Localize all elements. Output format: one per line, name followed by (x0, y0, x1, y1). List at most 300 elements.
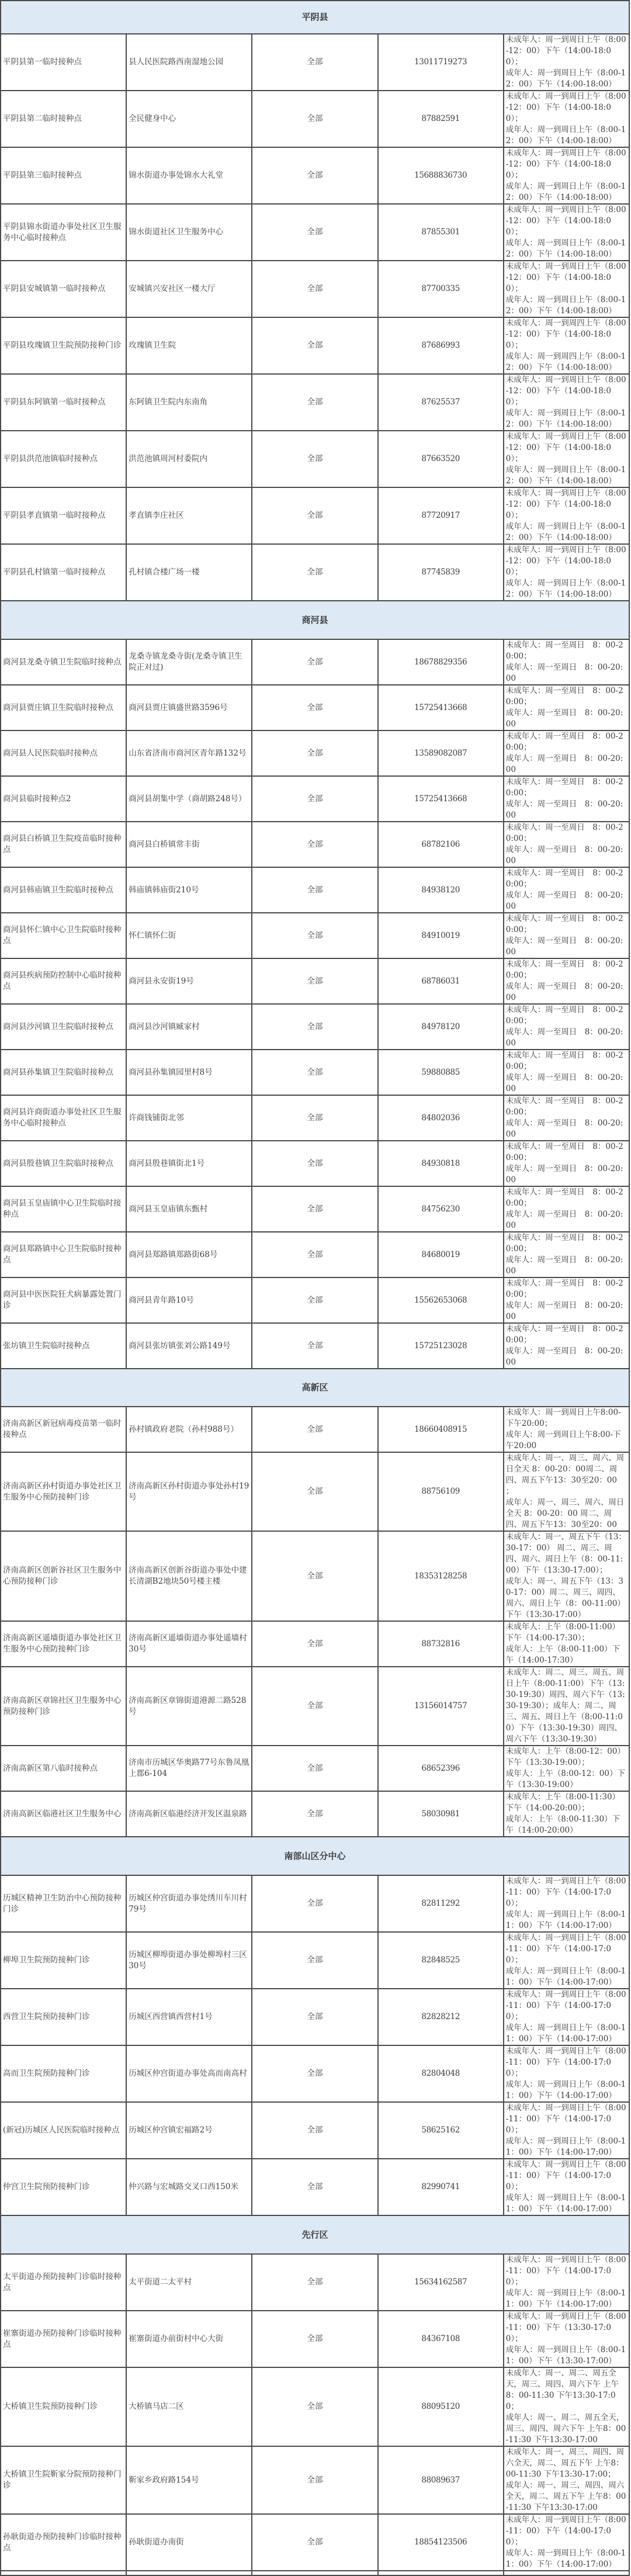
site-name: 商河县孙集镇卫生院临时接种点 (1, 1050, 126, 1095)
section-title: 先行区 (1, 2215, 629, 2254)
site-scope: 全部 (252, 2311, 377, 2367)
table-row (1, 1932, 629, 1989)
site-scope: 全部 (252, 639, 377, 685)
site-address: 锦水街道社区卫生服务中心 (126, 204, 252, 261)
site-phone: 84680019 (378, 1232, 504, 1277)
table-row (1, 1621, 629, 1667)
site-address: 县人民医院路西南湿地公园 (126, 34, 252, 91)
site-hours (504, 1095, 629, 1141)
hours-minors: 未成年人：上午（8:00-12：00）下午（13:30-19:00）； (505, 1747, 625, 1767)
hours-minors: 未成年人：周一到周日上午（8:00-12：00）下午（14:00-18:00）； (505, 375, 626, 407)
section-title: 南部山区分中心 (1, 1837, 629, 1875)
site-address: 商河县殷巷镇街北1号 (126, 1141, 252, 1186)
hours-adults: 成年人：周一到周日上午（8:00-12：00）下午（14:00-18:00） (505, 238, 626, 259)
hours-adults: 成年人：周一至周日 8：00-20:00 (505, 799, 623, 820)
site-address: 孙耿街道办南街 (126, 2514, 252, 2571)
site-name: 柳埠卫生院预防接种门诊 (1, 1932, 126, 1989)
site-address: 崔寨街道办前街村中心大街 (126, 2311, 252, 2367)
hours-minors: 未成年人：周一到周日上午（8:00-12：00）下午（14:00-18:00）； (505, 545, 626, 577)
site-address: 历城区仲宫街道办事处高而南高村 (126, 2045, 252, 2102)
hours-adults: 成年人：周一到周日上午（8:00-11：00）下午（14:00-17:00） (505, 2193, 626, 2214)
site-address: 历城区仲宫街道办事处绣川车川村79号 (126, 1875, 252, 1932)
hours-minors: 未成年人：周一至周日 8：00-20:00； (505, 686, 623, 707)
table-row (1, 2045, 629, 2102)
site-address: 太平街道二太平村 (126, 2254, 252, 2311)
site-scope: 全部 (252, 2159, 377, 2215)
section-title: 商河县 (1, 601, 629, 639)
site-scope: 全部 (252, 2446, 377, 2514)
site-address: 商河县白桥镇常丰街 (126, 822, 252, 867)
site-address: 济南市历城区华奥路77号东鲁凤凰上郡6-104 (126, 1746, 252, 1791)
section-title: 平阴县 (1, 1, 629, 34)
site-hours (504, 147, 629, 204)
site-scope: 全部 (252, 1746, 377, 1791)
hours-adults: 成年人：周一到周日上午（8:00-12：00）下午（14:00-18:00） (505, 465, 626, 486)
site-phone: 58030981 (378, 1791, 504, 1837)
hours-adults: 成年人：周一到周日上午（8:00-11：00）下午（14:00-17:00） (505, 1910, 626, 1930)
hours-minors: 未成年人：上午（8:00-11:00）下午（14:00-17:30）； (505, 1622, 620, 1643)
site-phone: 84367108 (378, 2311, 504, 2367)
table-row-partial (1, 2571, 629, 2575)
site-name: 济南高新区创新谷社区卫生服务中心预防接种门诊 (1, 1531, 126, 1621)
hours-minors: 未成年人：周一到周日上午（8:00-11：00）下午（14:00-17:00）； (505, 2160, 626, 2191)
site-address: 商河县胡集中学（商胡路248号） (126, 776, 252, 822)
hours-adults: 成年人：周一至周日 8：00-20:00 (505, 1164, 623, 1185)
site-address: 仲兴路与宏城路交叉口西150米 (126, 2159, 252, 2215)
site-phone: 82828212 (378, 1989, 504, 2045)
site-address: 锦水街道办事处锦水大礼堂 (126, 147, 252, 204)
site-hours (504, 1621, 629, 1667)
hours-adults: 成年人：周一至周日 8：00-20:00 (505, 708, 623, 729)
site-phone: 18353128258 (378, 1531, 504, 1621)
site-name: 平阴县东阿镇第一临时接种点 (1, 374, 126, 431)
table-row (1, 2102, 629, 2159)
site-phone: 84978120 (378, 1004, 504, 1050)
site-hours (504, 1186, 629, 1232)
site-scope: 全部 (252, 1621, 377, 1667)
site-scope: 全部 (252, 730, 377, 776)
site-phone: 68782106 (378, 822, 504, 867)
site-name: 孙耿街道办预防接种门诊临时接种点 (1, 2514, 126, 2571)
site-name: 商河县郑路镇中心卫生院临时接种点 (1, 1232, 126, 1277)
site-hours (504, 1141, 629, 1186)
site-scope: 全部 (252, 2514, 377, 2571)
hours-adults: 成年人：周一、周二、周五全天，周三、周四、周六下午 上午8：00-11:30 下午13:30-17:00 (505, 2413, 626, 2445)
table-row (1, 1186, 629, 1232)
hours-adults: 成年人：上午（8:00-11:00）下午（14:00-17:30） (505, 1644, 620, 1665)
site-scope: 全部 (252, 1531, 377, 1621)
site-phone: 88756109 (378, 1452, 504, 1531)
table-row (1, 730, 629, 776)
site-hours (504, 776, 629, 822)
site-address: 商河县玉皇庙镇东甄村 (126, 1186, 252, 1232)
hours-adults: 成年人：上午（8:00-12：00）下午（13:30-19:00） (505, 1769, 625, 1789)
site-hours (504, 91, 629, 147)
site-phone: 87882591 (378, 91, 504, 147)
site-hours (504, 544, 629, 601)
site-phone: 15562653068 (378, 1277, 504, 1323)
site-name: 商河县殷巷镇卫生院临时接种点 (1, 1141, 126, 1186)
site-name: 商河县白桥镇卫生院疫苗临时接种点 (1, 822, 126, 867)
site-scope: 全部 (252, 2367, 377, 2446)
site-hours (504, 34, 629, 91)
site-hours (504, 913, 629, 958)
site-hours (504, 1531, 629, 1621)
site-phone: 15634162587 (378, 2254, 504, 2311)
empty-cell (252, 2571, 377, 2575)
hours-minors: 未成年人：周一到周日上午（8:00-12：00）下午（14:00-18:00）； (505, 205, 626, 237)
site-scope: 全部 (252, 261, 377, 317)
site-phone: 87663520 (378, 431, 504, 487)
table-row (1, 685, 629, 730)
section-header (1, 601, 629, 639)
hours-adults: 成年人：周一至周日 8：00-20:00 (505, 845, 623, 865)
site-name: 商河县临时接种点2 (1, 776, 126, 822)
hours-minors: 未成年人：周一到周日上午（8:00-11：00）下午（14:00-17:00）； (505, 1933, 626, 1965)
hours-adults: 成年人：周一至周日 8：00-20:00 (505, 1255, 623, 1276)
hours-minors: 未成年人：周一至周日 8：00-20:00； (505, 823, 623, 843)
site-hours (504, 1407, 629, 1452)
hours-minors: 未成年人：周一到周日上午8:00-下午20:00； (505, 1408, 621, 1428)
site-scope: 全部 (252, 91, 377, 147)
site-name: 平阴县锦水街道办事处社区卫生服务中心临时接种点 (1, 204, 126, 261)
hours-minors: 未成年人：周一至周日 8：00-20:00； (505, 1005, 623, 1026)
site-name: 平阴县洪范池镇临时接种点 (1, 431, 126, 487)
site-address: 山东省济南市商河区青年路132号 (126, 730, 252, 776)
site-address: 商河县贾庄镇盛世路3596号 (126, 685, 252, 730)
site-hours (504, 2311, 629, 2367)
table-row (1, 776, 629, 822)
site-address: 历城区西营镇西营村1号 (126, 1989, 252, 2045)
site-scope: 全部 (252, 1186, 377, 1232)
site-phone: 15725123028 (378, 1323, 504, 1369)
site-scope: 全部 (252, 1141, 377, 1186)
hours-adults: 成年人：周一到周日上午（8:00-11：00）下午（14:00-17:00） (505, 2549, 626, 2569)
hours-adults: 成年人：周一到周日上午（8:00-12：00）下午（14:00-18:00） (505, 68, 626, 89)
site-hours (504, 1932, 629, 1989)
site-phone: 88095120 (378, 2367, 504, 2446)
hours-adults: 成年人：周一至周日 8：00-20:00 (505, 891, 623, 911)
site-name: 平阴县玫瑰镇卫生院预防接种门诊 (1, 317, 126, 374)
site-address: 济南高新区创新谷街道办事处中建长清湖B2地块50号楼主楼 (126, 1531, 252, 1621)
hours-adults: 成年人：周一到周日上午（8:00-11：00）下午（14:00-17:00） (505, 2137, 626, 2157)
hours-minors: 未成年人：周一至周日 8：00-20:00； (505, 1279, 623, 1299)
table-row (1, 867, 629, 913)
site-phone: 87855301 (378, 204, 504, 261)
table-row (1, 1452, 629, 1531)
hours-adults: 成年人：周一到周日上午8:00-下午20:00 (505, 1430, 621, 1450)
hours-adults: 成年人：周一到周日上午（8:00-12：00）下午（14:00-18:00） (505, 522, 626, 542)
table-row (1, 1746, 629, 1791)
site-scope: 全部 (252, 776, 377, 822)
site-hours (504, 867, 629, 913)
site-address: 孔村镇合楼广场一楼 (126, 544, 252, 601)
hours-minors: 未成年人：周一到周日上午（8:00-12：00）下午（14:00-18:00）； (505, 489, 626, 520)
site-hours (504, 685, 629, 730)
table-row (1, 317, 629, 374)
site-address: 孙村镇政府老院（孙村988号） (126, 1407, 252, 1452)
site-address: 济南高新区孙村街道办事处孙村19号 (126, 1452, 252, 1531)
site-name: 平阴县安城镇第一临时接种点 (1, 261, 126, 317)
table-row (1, 958, 629, 1004)
site-hours (504, 1050, 629, 1095)
table-row (1, 204, 629, 261)
hours-minors: 未成年人：周一到周日上午（8:00-12：00）下午（14:00-18:00）； (505, 92, 626, 123)
site-phone: 15725413668 (378, 685, 504, 730)
site-hours (504, 431, 629, 487)
table-row (1, 2367, 629, 2446)
hours-minors: 未成年人：周一到周日上午（8:00-11：00）下午（14:00-17:00）； (505, 2103, 626, 2135)
site-hours (504, 2446, 629, 2514)
site-phone: 82990741 (378, 2159, 504, 2215)
site-address: 洪范池镇周河村委院内 (126, 431, 252, 487)
site-phone: 18854123506 (378, 2514, 504, 2571)
site-name: 济南高新区孙村街道办事处社区卫生服务中心预防接种门诊 (1, 1452, 126, 1531)
hours-minors: 未成年人：周一至周日 8：00-20:00； (505, 960, 623, 980)
site-name: 济南高新区章锦社区卫生服务中心预防接种门诊 (1, 1667, 126, 1746)
site-scope: 全部 (252, 822, 377, 867)
site-name: 商河县沙河镇卫生院临时接种点 (1, 1004, 126, 1050)
section-header (1, 1, 629, 34)
site-scope: 全部 (252, 34, 377, 91)
hours-minors: 未成年人：周一至周日 8：00-20:00； (505, 914, 623, 934)
site-phone: 87720917 (378, 487, 504, 544)
hours-adults: 成年人：周一到周日上午（8:00-12：00）下午（14:00-18:00） (505, 295, 626, 316)
hours-minors: 未成年人：周一至周日 8：00-20:00； (505, 1187, 623, 1208)
hours-minors: 未成年人：周一到周四上午（8:00-12：00）下午（14:00-18:00）； (505, 318, 626, 350)
empty-cell (1, 2571, 126, 2575)
hours-minors: 未成年人：周一到周日上午（8:00-11：00）下午（13:30-17:00）； (505, 2312, 626, 2343)
hours-minors: 未成年人：周一至周日 8：00-20:00； (505, 1324, 623, 1345)
site-name: 济南高新区第八临时接种点 (1, 1746, 126, 1791)
hours-minors: 未成年人：上午（8:00-11:30）下午（14:00-20:00）； (505, 1792, 620, 1813)
hours-adults: 成年人：周一到周日上午（8:00-11：00）下午（14:00-17:00） (505, 1966, 626, 1987)
table-row (1, 147, 629, 204)
site-address: 济南高新区临港经济开发区温泉路 (126, 1791, 252, 1837)
section-title: 高新区 (1, 1369, 629, 1407)
table-row (1, 544, 629, 601)
site-phone: 88089637 (378, 2446, 504, 2514)
hours-minors: 未成年人：周一到周日上午（8:00-11：00）下午（14:00-17:00）； (505, 2255, 626, 2287)
site-hours (504, 2514, 629, 2571)
site-scope: 全部 (252, 2254, 377, 2311)
site-hours (504, 1989, 629, 2045)
site-scope: 全部 (252, 2102, 377, 2159)
site-name: 崔寨街道办预防接种门诊临时接种点 (1, 2311, 126, 2367)
section-header (1, 2215, 629, 2254)
site-phone: 88732816 (378, 1621, 504, 1667)
hours-minors: 未成年人：周一至周日 8：00-20:00； (505, 1142, 623, 1162)
site-hours (504, 1746, 629, 1791)
site-name: 平阴县第一临时接种点 (1, 34, 126, 91)
site-scope: 全部 (252, 685, 377, 730)
site-address: 东阿镇卫生院内东南角 (126, 374, 252, 431)
hours-minors: 未成年人：周一到周日上午（8:00-11：00）下午（14:00-17:00）； (505, 2515, 626, 2547)
site-scope: 全部 (252, 317, 377, 374)
site-phone: 84756230 (378, 1186, 504, 1232)
site-address: 商河县孙集镇园里村8号 (126, 1050, 252, 1095)
site-hours (504, 1004, 629, 1050)
site-scope: 全部 (252, 487, 377, 544)
site-name: 商河县贾庄镇卫生院临时接种点 (1, 685, 126, 730)
site-hours (504, 1277, 629, 1323)
site-hours (504, 374, 629, 431)
table-row (1, 374, 629, 431)
site-name: 历城区精神卫生防治中心预防接种门诊 (1, 1875, 126, 1932)
hours-minors: 未成年人：周一到周日上午（8:00-11：00）下午（14:00-17:00）； (505, 2047, 626, 2078)
site-scope: 全部 (252, 1667, 377, 1746)
site-name: 张坊镇卫生院临时接种点 (1, 1323, 126, 1369)
site-scope: 全部 (252, 1875, 377, 1932)
site-phone: 68786031 (378, 958, 504, 1004)
site-hours (504, 2045, 629, 2102)
table-row (1, 1407, 629, 1452)
site-name: 西营卫生院预防接种门诊 (1, 1989, 126, 2045)
site-address: 孝直镇李庄社区 (126, 487, 252, 544)
hours-minors: 未成年人：周一到周日上午（8:00-11：00）下午（14:00-17:00）； (505, 1876, 626, 1908)
site-phone: 82811292 (378, 1875, 504, 1932)
site-hours (504, 317, 629, 374)
table-row (1, 1141, 629, 1186)
section-header (1, 1837, 629, 1875)
hours-adults: 成年人：周一至周日 8：00-20:00 (505, 1119, 623, 1139)
site-scope: 全部 (252, 1232, 377, 1277)
site-scope: 全部 (252, 1989, 377, 2045)
site-scope: 全部 (252, 1791, 377, 1837)
table-row (1, 1791, 629, 1837)
site-name: 商河县怀仁镇中心卫生院临时接种点 (1, 913, 126, 958)
site-address: 商河县张坊镇张刘公路149号 (126, 1323, 252, 1369)
site-phone: 13011719273 (378, 34, 504, 91)
hours-minors: 未成年人：周一至周日 8：00-20:00； (505, 1233, 623, 1254)
hours-adults: 成年人：周一到周四上午（8:00-12：00）下午（14:00-18:00） (505, 352, 626, 372)
site-scope: 全部 (252, 2045, 377, 2102)
site-scope: 全部 (252, 1452, 377, 1531)
site-phone: 82848525 (378, 1932, 504, 1989)
site-address: 怀仁镇怀仁街 (126, 913, 252, 958)
table-row (1, 1050, 629, 1095)
site-name: 商河县中医医院狂犬病暴露处置门诊 (1, 1277, 126, 1323)
table-row (1, 2514, 629, 2571)
site-name: 商河县人民医院临时接种点 (1, 730, 126, 776)
hours-minors: 未成年人：周一到周日上午（8:00-12：00）下午（14:00-18:00）； (505, 35, 626, 67)
table-row (1, 1667, 629, 1746)
hours-minors: 未成年人：周一至周日 8：00-20:00； (505, 640, 623, 661)
site-name: 平阴县孝直镇第一临时接种点 (1, 487, 126, 544)
site-address: 商河县沙河镇臧家村 (126, 1004, 252, 1050)
site-phone: 87700335 (378, 261, 504, 317)
hours-adults: 成年人：周一至周日 8：00-20:00 (505, 982, 623, 1002)
hours-adults: 成年人：上午（8:00-11:30）下午（14:00-20:00） (505, 1815, 620, 1835)
table-row (1, 1531, 629, 1621)
table-row (1, 431, 629, 487)
empty-cell (378, 2571, 504, 2575)
site-hours (504, 261, 629, 317)
hours-adults: 成年人：周一至周日 8：00-20:00 (505, 1210, 623, 1230)
site-address: 龙桑寺镇龙桑寺街(龙桑寺镇卫生院正对过) (126, 639, 252, 685)
site-name: 平阴县第二临时接种点 (1, 91, 126, 147)
hours-adults: 成年人：周一至周日 8：00-20:00 (505, 663, 623, 683)
site-scope: 全部 (252, 1277, 377, 1323)
site-phone: 87745839 (378, 544, 504, 601)
hours-minors: 未成年人：周一至周日 8：00-20:00； (505, 777, 623, 798)
site-name: 大桥镇卫生院预防接种门诊 (1, 2367, 126, 2446)
hours-minors: 未成年人：周一到周日上午（8:00-11：00）下午（14:00-17:00）； (505, 1990, 626, 2021)
site-hours (504, 1232, 629, 1277)
site-hours (504, 639, 629, 685)
site-phone: 68652396 (378, 1746, 504, 1791)
site-hours (504, 1452, 629, 1531)
table-row (1, 1875, 629, 1932)
site-scope: 全部 (252, 1323, 377, 1369)
site-hours (504, 2102, 629, 2159)
site-hours (504, 2159, 629, 2215)
site-hours (504, 487, 629, 544)
hours-adults: 成年人：周一至周日 8：00-20:00 (505, 936, 623, 957)
table-row (1, 1004, 629, 1050)
site-scope: 全部 (252, 913, 377, 958)
section-header (1, 1369, 629, 1407)
site-scope: 全部 (252, 374, 377, 431)
site-name: 仲宫卫生院预防接种门诊 (1, 2159, 126, 2215)
hours-minors: 未成年人：周一到周日上午（8:00-12：00）下午（14:00-18:00）； (505, 432, 626, 463)
site-scope: 全部 (252, 544, 377, 601)
hours-minors: 未成年人：周一至周日 8：00-20:00； (505, 732, 623, 752)
site-address: 靳家乡政府路154号 (126, 2446, 252, 2514)
empty-cell (126, 2571, 252, 2575)
table-row (1, 913, 629, 958)
site-phone: 13156014757 (378, 1667, 504, 1746)
hours-adults: 成年人：周一到周日上午（8:00-11：00）下午（14:00-17:00） (505, 2080, 626, 2100)
site-name: (新冠)历城区人民医院临时接种点 (1, 2102, 126, 2159)
site-phone: 13589082087 (378, 730, 504, 776)
site-hours (504, 2367, 629, 2446)
site-scope: 全部 (252, 204, 377, 261)
hours-adults: 成年人：周一到周日上午（8:00-12：00）下午（14:00-18:00） (505, 182, 626, 202)
site-address: 历城区柳埠街道办事处柳埠村三区30号 (126, 1932, 252, 1989)
empty-cell (504, 2571, 629, 2575)
site-name: 商河县许商街道办事处社区卫生服务中心临时接种点 (1, 1095, 126, 1141)
hours-minors: 未成年人：周一至周日 8：00-20:00； (505, 1051, 623, 1071)
table-row (1, 2311, 629, 2367)
site-address: 韩庙镇韩庙街210号 (126, 867, 252, 913)
hours-minors: 未成年人：周一、周二、周五全天，周三、周四、周六下午 上午8：00-11:30 下午13:30-17:00； (505, 2369, 619, 2411)
table-row (1, 34, 629, 91)
hours-adults: 成年人：周一至周日 8：00-20:00 (505, 754, 623, 774)
hours-minors: 未成年人：周一、周三、周六、周日全天 8：00-20：00周二、周四、周五下午13：30至20：00 ； (505, 1453, 625, 1496)
site-phone: 58625162 (378, 2102, 504, 2159)
hours-minors: 未成年人：周一到周日上午（8:00-12：00）下午（14:00-18:00）； (505, 148, 626, 180)
site-scope: 全部 (252, 1095, 377, 1141)
table-row (1, 1277, 629, 1323)
hours-adults: 成年人：周一到周日上午（8:00-12：00）下午（14:00-18:00） (505, 125, 626, 146)
hours-minors: 未成年人：周一到周日上午（8:00-12：00）下午（14:00-18:00）； (505, 262, 626, 293)
site-name: 大桥镇卫生院靳家分院预防接种门诊 (1, 2446, 126, 2514)
site-phone: 87625537 (378, 374, 504, 431)
site-address: 全民健身中心 (126, 91, 252, 147)
table-row (1, 487, 629, 544)
site-name: 平阴县第三临时接种点 (1, 147, 126, 204)
site-address: 玫瑰镇卫生院 (126, 317, 252, 374)
site-address: 济南高新区遥墙街道办事处遥墙村30号 (126, 1621, 252, 1667)
site-phone: 15725413668 (378, 776, 504, 822)
table-row (1, 1095, 629, 1141)
hours-adults: 成年人：周一、周三、周六、周日全天 8：00-20：00 周二、周四、周五下午13：30至20：00 (505, 1498, 625, 1529)
site-hours (504, 2254, 629, 2311)
table-row (1, 822, 629, 867)
table-row (1, 1323, 629, 1369)
site-hours (504, 1875, 629, 1932)
